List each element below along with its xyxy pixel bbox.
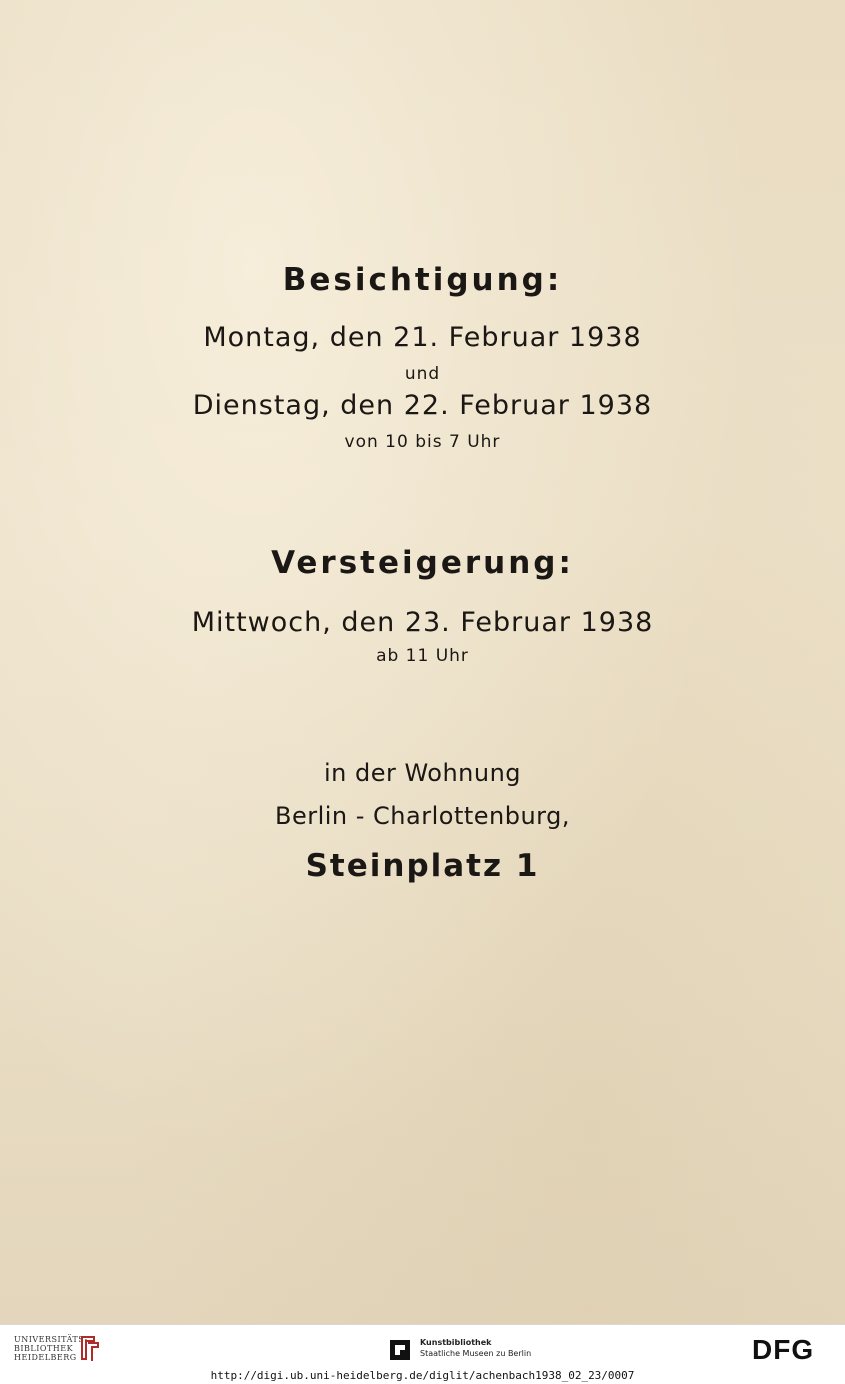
kunstbibliothek-label[interactable] [420,1337,531,1359]
location-intro: in der Wohnung [323,759,522,787]
viewing-date-1: Montag, den 21. Februar 1938 [203,322,642,353]
auction-date: Mittwoch, den 23. Februar 1938 [191,607,654,638]
university-logo-line: HEIDELBERG [14,1353,77,1362]
dfg-logo[interactable]: DFG [752,1334,815,1365]
kunstbibliothek-logo-icon [388,1338,412,1362]
viewing-date-2: Dienstag, den 22. Februar 1938 [192,390,653,421]
auction-heading: Versteigerung: [271,545,574,581]
university-library-logo[interactable] [14,1335,88,1362]
kunstbibliothek-subtitle: Staatliche Museen zu Berlin [420,1349,532,1358]
kunstbibliothek-title: Kunstbibliothek [420,1338,492,1347]
university-logo-line: UNIVERSITÄTS- [14,1335,88,1344]
viewing-hours: von 10 bis 7 Uhr [344,432,501,452]
footer-bar [0,1324,845,1369]
location-street: Steinplatz 1 [305,848,540,884]
viewing-heading: Besichtigung: [282,262,563,298]
location-city: Berlin - Charlottenburg, [274,802,570,830]
auction-hours: ab 11 Uhr [376,646,469,666]
university-emblem-icon [78,1333,102,1363]
viewing-connector: und [404,364,441,384]
source-url[interactable]: http://digi.ub.uni-heidelberg.de/diglit/achenbach1938_02_23/0007 [0,1368,845,1384]
university-logo-line: BIBLIOTHEK [14,1344,74,1353]
